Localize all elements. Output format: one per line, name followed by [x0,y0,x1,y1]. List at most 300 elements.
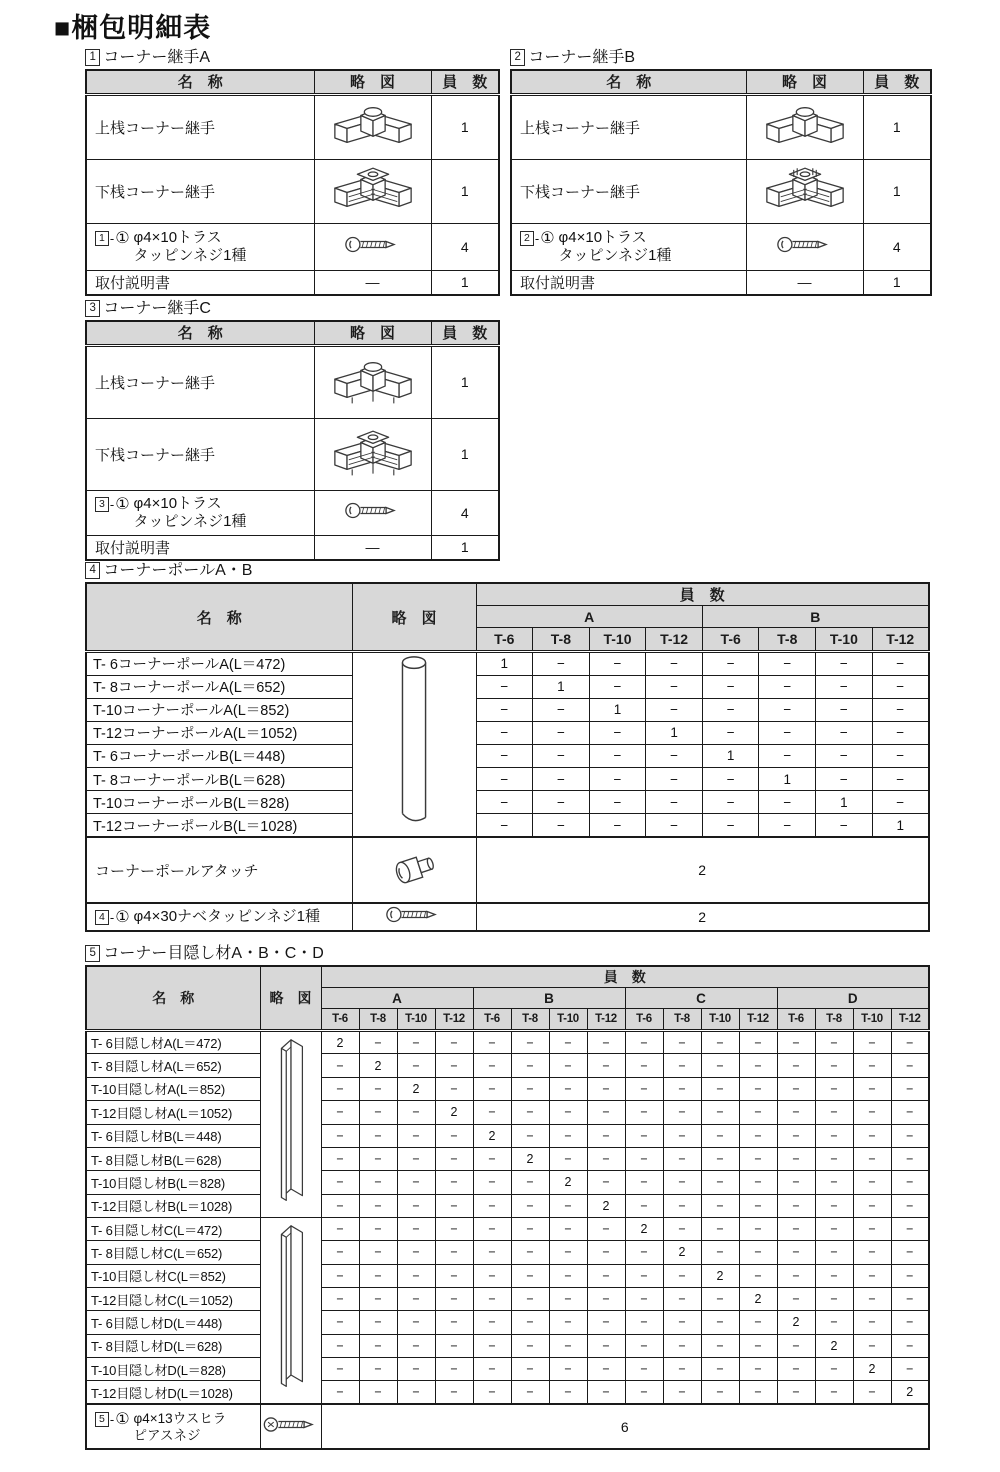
qty-cell: 1 [431,418,499,490]
size-header: T-12 [872,628,929,652]
part-name-cell: T-10目隠し材B(L＝828) [86,1171,260,1194]
qty-cell: − [739,1124,777,1147]
size-header: T-6 [476,628,533,652]
qty-cell: − [816,721,873,744]
qty-cell: − [321,1171,359,1194]
qty-cell: − [587,1357,625,1380]
qty-cell: 2 [476,903,929,931]
qty-cell: − [663,1124,701,1147]
qty-cell: − [815,1054,853,1077]
qty-cell: − [815,1311,853,1334]
qty-cell: − [321,1311,359,1334]
qty-cell: − [511,1381,549,1404]
size-header: T-12 [587,1009,625,1031]
qty-cell: − [777,1171,815,1194]
part-ref-prefix: 4 - ① [95,908,130,927]
qty-cell: − [891,1218,929,1241]
header-row [86,321,499,345]
qty-cell: − [759,675,816,698]
qty-cell: − [663,1077,701,1100]
qty-cell: − [815,1264,853,1287]
table-caption [85,48,500,67]
qty-cell: − [777,1101,815,1124]
qty-cell: − [872,744,929,767]
part-name-cell: コーナーポールアタッチ [86,837,352,903]
qty-cell: − [587,1311,625,1334]
qty-cell: − [511,1334,549,1357]
part-ref-prefix: 2 - ① [520,229,555,248]
table-row [86,1334,929,1357]
pole-attach-sketch [387,848,441,888]
qty-cell: − [549,1334,587,1357]
qty-cell: 1 [816,791,873,814]
screw-prefix-circle: ① [115,495,130,513]
qty-cell: − [397,1287,435,1310]
table-row [86,1171,929,1194]
qty-cell: − [646,675,703,698]
qty-cell: − [759,814,816,837]
qty-cell: − [663,1381,701,1404]
qty-cell: − [701,1381,739,1404]
qty-cell: − [435,1054,473,1077]
qty-cell: − [872,721,929,744]
qty-cell: − [663,1287,701,1310]
qty-cell: − [815,1124,853,1147]
size-header: T-10 [853,1009,891,1031]
qty-cell: − [816,814,873,837]
qty-cell: − [739,1147,777,1170]
qty-cell: − [853,1264,891,1287]
table-row [86,837,929,903]
qty-cell: 1 [431,535,499,560]
qty-cell: − [853,1334,891,1357]
qty-cell: − [321,1334,359,1357]
page-title: ■梱包明細表 [54,13,212,43]
qty-cell: − [359,1171,397,1194]
qty-cell: 1 [646,721,703,744]
size-header: T-10 [701,1009,739,1031]
table-number-box: 3 [85,300,100,317]
truss-screw-sketch [344,498,402,523]
part-name-cell: 2 - ① φ4×10トラス タッピンネジ1種 [511,223,746,270]
qty-cell: − [739,1171,777,1194]
qty-cell: − [587,1334,625,1357]
part-name-cell: T-12コーナーポールA(L＝1052) [86,721,352,744]
qty-cell: − [589,675,646,698]
table-row [86,1381,929,1404]
qty-cell: − [589,791,646,814]
qty-cell: − [511,1171,549,1194]
qty-cell: − [473,1241,511,1264]
corner-joint-b-upper-sketch [753,96,857,154]
qty-cell: − [663,1031,701,1054]
qty-cell: − [473,1334,511,1357]
sketch-cell [260,1404,321,1449]
table-row [511,270,931,295]
qty-cell: − [646,814,703,837]
qty-cell: − [397,1054,435,1077]
qty-cell: 2 [435,1101,473,1124]
qty-cell: − [663,1218,701,1241]
qty-cell: − [549,1218,587,1241]
qty-cell: − [321,1264,359,1287]
table-caption [85,299,500,318]
qty-cell: − [435,1077,473,1100]
qty-cell: − [663,1357,701,1380]
screw-prefix-circle: ① [115,908,130,926]
sketch-cell [352,903,476,931]
sketch-cell [746,223,863,270]
table-row [86,1357,929,1380]
qty-cell: − [321,1241,359,1264]
qty-cell: − [533,721,590,744]
qty-cell: − [701,1147,739,1170]
qty-cell: 2 [359,1054,397,1077]
qty-cell: − [891,1357,929,1380]
qty-cell: − [359,1194,397,1217]
size-header: T-8 [663,1009,701,1031]
qty-cell: − [587,1241,625,1264]
group-header: A [476,606,702,628]
qty-cell: − [549,1194,587,1217]
qty-cell: − [359,1311,397,1334]
qty-cell: − [815,1171,853,1194]
size-header: T-6 [777,1009,815,1031]
qty-cell: − [891,1194,929,1217]
screw-prefix-box: 2 [520,231,534,246]
qty-cell: − [625,1077,663,1100]
column-header-qty: 員 数 [431,70,499,94]
qty-cell: 1 [431,270,499,295]
pan-screw-sketch [385,904,443,925]
qty-cell: − [625,1147,663,1170]
table-row [86,652,929,676]
qty-cell: − [777,1218,815,1241]
blind-channel-sketch [272,1032,310,1212]
table-row [86,768,929,791]
qty-cell: − [397,1311,435,1334]
qty-cell: − [872,675,929,698]
qty-cell: − [587,1147,625,1170]
table-caption-text: コーナーポールA・B [103,562,253,579]
qty-cell: − [853,1101,891,1124]
screw-prefix-circle: ① [115,1410,130,1428]
qty-cell: − [853,1194,891,1217]
qty-cell: − [815,1194,853,1217]
qty-cell: − [777,1334,815,1357]
part-name-cell: 取付説明書 [86,535,314,560]
qty-cell: − [853,1287,891,1310]
qty-cell: − [646,791,703,814]
qty-cell: − [321,1194,359,1217]
qty-cell: − [739,1264,777,1287]
qty-cell: − [625,1264,663,1287]
qty-cell: − [589,768,646,791]
qty-cell: − [321,1054,359,1077]
qty-cell: − [625,1334,663,1357]
qty-cell: − [853,1124,891,1147]
qty-cell: − [777,1054,815,1077]
table-row [86,490,499,535]
qty-cell: − [397,1101,435,1124]
qty-cell: − [359,1218,397,1241]
qty-cell: − [473,1218,511,1241]
qty-cell: − [549,1264,587,1287]
qty-cell: − [891,1054,929,1077]
qty-cell: − [625,1124,663,1147]
corner-blind-table [85,944,930,1450]
qty-cell: − [321,1124,359,1147]
qty-cell: − [473,1194,511,1217]
table-caption-text: コーナー継手A [103,49,211,66]
qty-cell: − [701,1031,739,1054]
table-row [86,1194,929,1217]
column-header-name: 名 称 [86,583,352,652]
qty-cell: − [891,1077,929,1100]
size-header: T-12 [435,1009,473,1031]
qty-cell: − [511,1077,549,1100]
table-row [86,270,499,295]
table-number-box: 2 [510,49,525,66]
part-name-cell: T-12目隠し材C(L＝1052) [86,1287,260,1310]
size-header: T-10 [589,628,646,652]
qty-cell: − [625,1054,663,1077]
part-name-cell: T-10コーナーポールB(L＝828) [86,791,352,814]
corner-joint-b-table [510,48,932,296]
qty-cell: − [815,1241,853,1264]
qty-cell: − [663,1101,701,1124]
qty-cell: − [891,1124,929,1147]
sketch-cell [314,223,431,270]
qty-cell: 1 [589,698,646,721]
qty-cell: − [587,1218,625,1241]
qty-cell: − [739,1357,777,1380]
qty-cell: 1 [863,270,931,295]
qty-cell: − [625,1357,663,1380]
qty-cell: − [702,768,759,791]
corner-joint-b-lower-sketch [753,160,857,218]
qty-cell: − [476,721,533,744]
qty-cell: − [359,1264,397,1287]
qty-cell: − [891,1241,929,1264]
qty-cell: − [815,1381,853,1404]
part-name-cell: T- 8コーナーポールB(L＝628) [86,768,352,791]
qty-cell: − [533,791,590,814]
table-row [86,814,929,837]
part-name-cell: T-12目隠し材D(L＝1028) [86,1381,260,1404]
qty-cell: − [739,1077,777,1100]
sketch-cell: — [314,535,431,560]
part-name-cell: 取付説明書 [86,270,314,295]
qty-cell: − [589,652,646,676]
column-header-name: 名 称 [86,70,314,94]
qty-cell: 2 [625,1218,663,1241]
qty-cell: − [435,1381,473,1404]
table-row [86,94,499,159]
qty-cell: − [777,1264,815,1287]
table-row [511,159,931,223]
column-header-sketch: 略 図 [314,321,431,345]
part-name-cell: T-12目隠し材A(L＝1052) [86,1101,260,1124]
qty-cell: − [891,1147,929,1170]
qty-cell: − [587,1381,625,1404]
table-row [86,345,499,418]
size-header: T-12 [891,1009,929,1031]
part-name-cell: 下桟コーナー継手 [511,159,746,223]
group-header: B [473,988,625,1009]
qty-cell: 2 [549,1171,587,1194]
qty-cell: − [533,744,590,767]
qty-cell: − [815,1147,853,1170]
group-header: B [702,606,928,628]
screw-prefix-box: 1 [95,231,109,246]
table-row [86,744,929,767]
qty-cell: − [397,1241,435,1264]
qty-cell: − [777,1147,815,1170]
part-name-cell: 上桟コーナー継手 [86,94,314,159]
qty-cell: − [359,1381,397,1404]
table-row [86,698,929,721]
qty-cell: − [815,1077,853,1100]
header-row [86,966,929,988]
qty-cell: − [646,768,703,791]
qty-cell: − [646,698,703,721]
part-ref-prefix: 3 - ① [95,495,130,514]
qty-cell: − [533,698,590,721]
qty-cell: − [473,1357,511,1380]
table-caption-text: コーナー目隠し材A・B・C・D [103,945,324,962]
table-row [86,1124,929,1147]
part-name-cell: 上桟コーナー継手 [511,94,746,159]
qty-cell: − [397,1171,435,1194]
header-row [86,70,499,94]
column-header-sketch: 略 図 [746,70,863,94]
qty-cell: − [549,1054,587,1077]
size-header: T-10 [397,1009,435,1031]
pias-screw-sketch [262,1414,320,1435]
sketch-cell: — [746,270,863,295]
qty-cell: − [435,1171,473,1194]
column-header-sketch: 略 図 [260,966,321,1031]
qty-cell: − [587,1264,625,1287]
part-name-cell: T-12コーナーポールB(L＝1028) [86,814,352,837]
qty-cell: − [397,1194,435,1217]
table-row [86,675,929,698]
table-number-box: 1 [85,49,100,66]
qty-cell: − [625,1171,663,1194]
qty-cell: − [511,1357,549,1380]
qty-cell: 1 [863,159,931,223]
screw-prefix-box: 5 [95,1412,109,1427]
qty-cell: − [853,1381,891,1404]
part-name-cell: 下桟コーナー継手 [86,418,314,490]
qty-cell: − [321,1381,359,1404]
part-name-cell: 5 - ① φ4×13ウスヒラ ピアスネジ [86,1404,260,1449]
qty-cell: − [739,1241,777,1264]
qty-cell: − [587,1124,625,1147]
qty-cell: − [321,1287,359,1310]
qty-cell: − [872,652,929,676]
size-header: T-10 [549,1009,587,1031]
column-header-qty: 員 数 [476,583,929,606]
qty-cell: − [625,1031,663,1054]
qty-cell: 1 [431,94,499,159]
qty-cell: − [587,1031,625,1054]
part-name-cell: 1 - ① φ4×10トラス タッピンネジ1種 [86,223,314,270]
qty-cell: − [872,791,929,814]
qty-cell: 1 [702,744,759,767]
qty-cell: − [702,791,759,814]
part-name-cell: 上桟コーナー継手 [86,345,314,418]
column-header-sketch: 略 図 [352,583,476,652]
qty-cell: − [739,1334,777,1357]
qty-cell: − [777,1357,815,1380]
qty-cell: − [759,652,816,676]
qty-cell: − [473,1147,511,1170]
qty-cell: 1 [476,652,533,676]
size-header: T-8 [359,1009,397,1031]
sketch-cell [314,490,431,535]
part-name-cell: 3 - ① φ4×10トラス タッピンネジ1種 [86,490,314,535]
qty-cell: − [549,1101,587,1124]
qty-cell: − [359,1241,397,1264]
qty-cell: − [701,1194,739,1217]
qty-cell: − [359,1124,397,1147]
qty-cell: − [511,1311,549,1334]
qty-cell: − [587,1077,625,1100]
part-name-cell: T- 8目隠し材C(L＝652) [86,1241,260,1264]
qty-cell: − [476,814,533,837]
qty-cell: − [511,1218,549,1241]
qty-cell: − [397,1124,435,1147]
group-header: C [625,988,777,1009]
qty-cell: − [739,1381,777,1404]
qty-cell: − [511,1031,549,1054]
qty-cell: − [815,1287,853,1310]
qty-cell: − [853,1054,891,1077]
qty-cell: − [321,1077,359,1100]
qty-cell: − [549,1287,587,1310]
qty-cell: − [816,698,873,721]
qty-cell: − [476,675,533,698]
qty-cell: − [397,1031,435,1054]
part-name-cell: T-10目隠し材C(L＝852) [86,1264,260,1287]
size-header: T-6 [473,1009,511,1031]
table-row [86,721,929,744]
qty-cell: 1 [872,814,929,837]
qty-cell: − [359,1101,397,1124]
qty-cell: − [589,814,646,837]
qty-cell: − [589,744,646,767]
sketch-cell: — [314,270,431,295]
qty-cell: − [891,1334,929,1357]
table-row [86,903,929,931]
qty-cell: − [473,1381,511,1404]
qty-cell: − [759,698,816,721]
corner-pole-sketch [398,653,431,831]
column-header-qty: 員 数 [431,321,499,345]
qty-cell: − [359,1077,397,1100]
qty-cell: − [816,675,873,698]
qty-cell: − [473,1077,511,1100]
part-ref-prefix: 5 - ① [95,1410,130,1429]
size-header: T-12 [739,1009,777,1031]
qty-cell: − [435,1147,473,1170]
table-caption [510,48,932,67]
qty-cell: − [435,1357,473,1380]
qty-cell: − [759,721,816,744]
table-row [86,1218,929,1241]
